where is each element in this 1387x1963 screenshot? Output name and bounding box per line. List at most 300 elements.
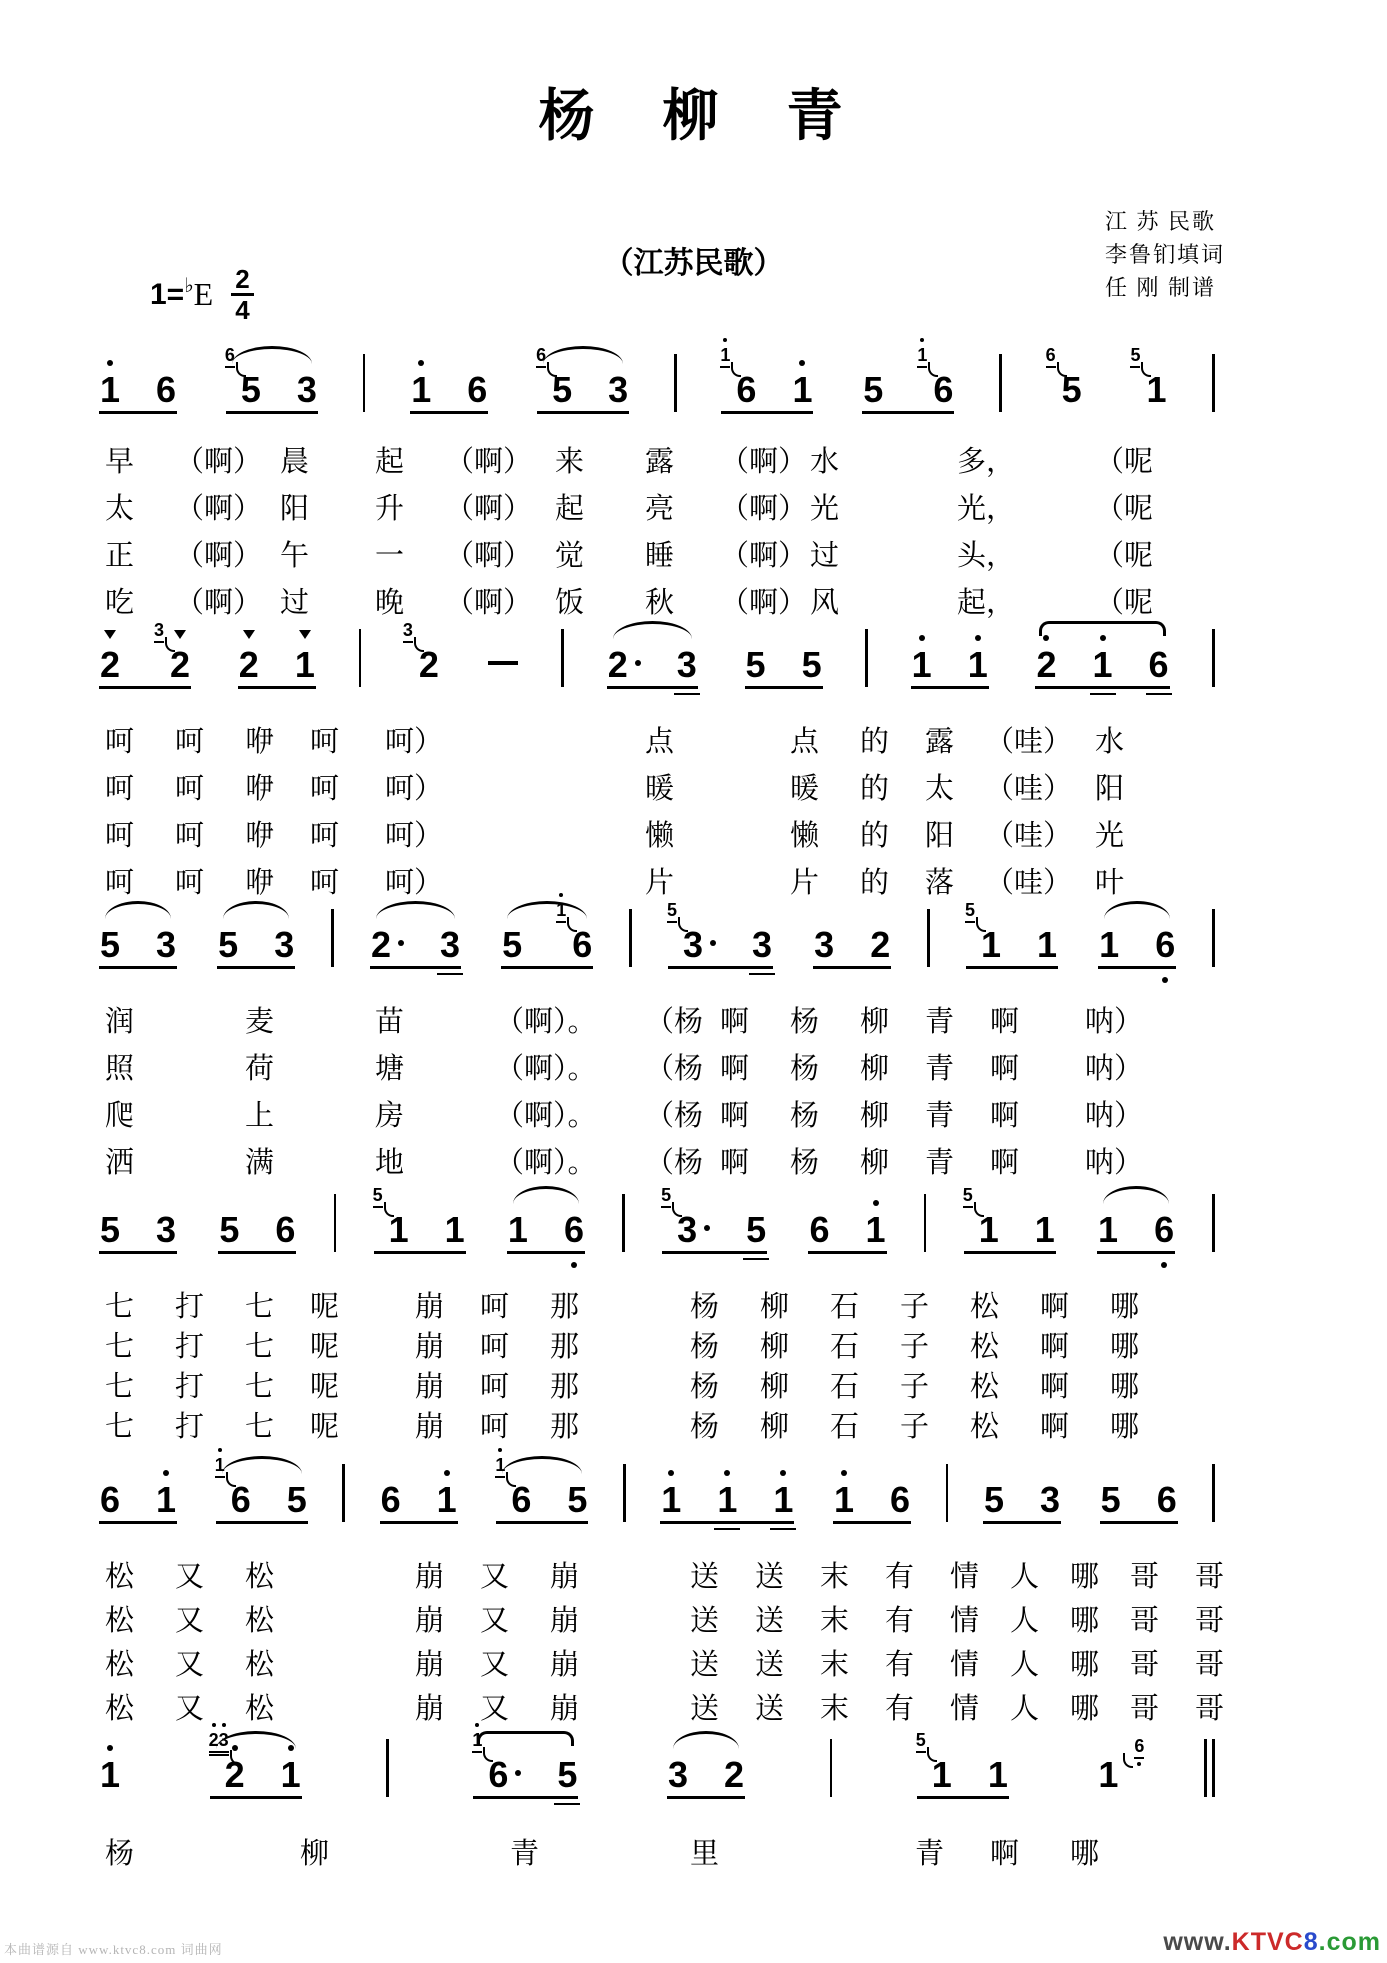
note-group (95, 1454, 181, 1532)
lyric-syllable: 晚 (375, 587, 405, 619)
lyric-syllable: 吃 (105, 587, 135, 619)
lyric-syllable: 松 (105, 1605, 135, 1637)
note-group (406, 344, 492, 422)
note-digit: 6 (156, 369, 177, 410)
note (156, 924, 177, 965)
lyric-syllable: 啊 (1040, 1331, 1070, 1363)
note (668, 1754, 689, 1795)
grace-digit: 6 (536, 345, 547, 365)
grace-digit: 3 (219, 1731, 229, 1750)
octave-dot-icon (873, 1200, 879, 1206)
grace-hook-icon (506, 1472, 516, 1487)
grace-digits (667, 901, 677, 923)
note (1098, 1209, 1119, 1250)
grace-hook-icon (927, 1747, 937, 1762)
lyric-syllable: 送 (690, 1649, 720, 1681)
note-digit: 3 (274, 924, 295, 965)
grace-hook-icon (1057, 362, 1067, 377)
barline (999, 354, 1002, 412)
note-digit: 6 (1155, 924, 1176, 965)
note-digit: 6 (890, 1479, 911, 1520)
grace-note (917, 346, 938, 368)
note (667, 900, 716, 965)
lyric-syllable: 哪 (1110, 1411, 1140, 1443)
lyric-syllable: 青 (915, 1838, 945, 1870)
note-digit: 5 (218, 924, 239, 965)
note (863, 369, 884, 410)
lyric-syllable: 打 (175, 1371, 205, 1403)
note-group (1127, 344, 1171, 422)
note-group (400, 619, 444, 697)
note-digit: 5 (240, 369, 261, 410)
note (661, 1185, 710, 1250)
lyric-syllable: 阳 (1095, 773, 1125, 805)
barline (1212, 629, 1215, 687)
note-group (497, 899, 597, 977)
note-group (979, 1454, 1065, 1532)
lyric-syllable: 咿 (245, 867, 275, 899)
lyric-syllable: 七 (245, 1331, 275, 1363)
note-group (533, 344, 633, 422)
grace-hook-icon (678, 917, 688, 932)
grace-note (472, 1731, 493, 1753)
lyric-syllable: 送 (755, 1561, 785, 1593)
lyric-syllable: 情 (950, 1649, 980, 1681)
grace-digit: 1 (556, 901, 566, 920)
note (1034, 1209, 1055, 1250)
note (717, 1479, 738, 1520)
lyric-syllable: 的 (860, 773, 890, 805)
lyric-syllable: 打 (175, 1411, 205, 1443)
lyric-syllable: 啊 (990, 1053, 1020, 1085)
barline (946, 1464, 949, 1522)
lyric-syllable: 过 (810, 540, 840, 572)
grace-digit: 5 (661, 1185, 672, 1205)
lyric-syllable: 呵） (385, 773, 444, 805)
key-signature (150, 266, 254, 323)
note-digit: 1 (507, 1209, 528, 1250)
lyric-syllable: 崩 (415, 1605, 445, 1637)
lyric-syllable: 啊 (1040, 1291, 1070, 1323)
lyric-syllable: 石 (830, 1291, 860, 1323)
note-group (1031, 619, 1173, 697)
lyric-syllable: 咿 (245, 820, 275, 852)
octave-dot-icon (723, 338, 727, 342)
lyric-syllable: 塘 (375, 1053, 405, 1085)
lyric-syllable: 柳 (300, 1838, 330, 1870)
note-digit: 1 (1099, 924, 1120, 965)
watermark-logo-part: 8 (1303, 1928, 1319, 1956)
lyric-syllable: （啊）。 (495, 1053, 597, 1085)
grace-digit: 6 (1134, 1737, 1144, 1756)
octave-dot-icon (212, 1723, 216, 1727)
grace-hook-icon (974, 1202, 984, 1217)
key-prefix: 1= (150, 277, 185, 311)
grace-hook-icon (567, 917, 577, 932)
lyric-syllable: 片 (790, 867, 820, 899)
grace-digits (403, 621, 413, 643)
note-group (603, 619, 702, 697)
lyric-syllable: 子 (900, 1291, 930, 1323)
note-digit: 1 (294, 644, 315, 685)
note-group (960, 1184, 1060, 1262)
lyric-syllable: 啊 (720, 1053, 750, 1085)
note-digit: 5 (502, 924, 523, 965)
note-digit: 3 (156, 1209, 177, 1250)
lyric-syllable: 打 (175, 1291, 205, 1323)
grace-note (963, 1186, 984, 1208)
note (156, 369, 177, 410)
note-group (469, 1729, 582, 1807)
lyric-syllable: 房 (375, 1100, 405, 1132)
grace-note (215, 1456, 236, 1478)
lyric-syllable: 爬 (105, 1100, 135, 1132)
lyric-syllable: 哪 (1070, 1649, 1100, 1681)
note-digit: 2 (870, 924, 891, 965)
watermark-source-text: 本曲谱源自 www.ktvc8.com 词曲网 (4, 1942, 223, 1957)
note-digit: 3 (676, 644, 697, 685)
note-digit: 2 (238, 644, 259, 685)
note (556, 900, 593, 965)
note (676, 644, 697, 685)
lyric-syllable: 哥 (1195, 1605, 1225, 1637)
lyric-syllable: 人 (1010, 1649, 1040, 1681)
accent-icon (299, 630, 311, 639)
note-digit: 2 (371, 924, 392, 965)
lyric-syllable: （啊） (445, 540, 533, 572)
grace-note (225, 346, 246, 368)
note-digit: 1 (100, 1754, 121, 1795)
note-digit: 1 (444, 1209, 465, 1250)
lyric-syllable: 松 (245, 1605, 275, 1637)
grace-digit: 5 (915, 1730, 926, 1750)
note (814, 924, 835, 965)
note (801, 644, 822, 685)
grace-hook-icon (928, 362, 938, 377)
barline (331, 909, 334, 967)
lyric-syllable: 太 (105, 493, 135, 525)
note (208, 1730, 245, 1795)
barline (359, 629, 362, 687)
note-group (741, 619, 827, 697)
lyric-syllable: 松 (105, 1649, 135, 1681)
lyric-syllable: 又 (175, 1605, 205, 1637)
grace-digits (965, 901, 975, 923)
note-digit: 3 (814, 924, 835, 965)
lyric-syllable: 崩 (550, 1561, 580, 1593)
lyric-syllable: 杨 (690, 1331, 720, 1363)
note (380, 1479, 401, 1520)
lyric-syllable: 哥 (1195, 1649, 1225, 1681)
note (100, 924, 121, 965)
note (371, 924, 404, 965)
grace-hook-icon (226, 1472, 236, 1487)
barline (1212, 354, 1215, 412)
note-group (858, 344, 958, 422)
note (507, 1209, 528, 1250)
grace-note (556, 901, 577, 923)
octave-dot-icon (919, 635, 925, 641)
lyric-syllable: 呢 (310, 1411, 340, 1443)
lyric-syllable: 又 (480, 1561, 510, 1593)
note (1045, 345, 1082, 410)
lyric-syllable: 杨 (690, 1411, 720, 1443)
grace-digits (225, 346, 235, 368)
barline (334, 1194, 337, 1252)
note-digit: 1 (834, 1479, 855, 1520)
lyric-syllable: 哪 (1110, 1291, 1140, 1323)
lyric-syllable: 呐） (1085, 1006, 1144, 1038)
lyric-syllable: 青 (925, 1053, 955, 1085)
lyric-syllable: 杨 (790, 1053, 820, 1085)
note-group (658, 1184, 771, 1262)
song-title: 杨 柳 青 (538, 86, 849, 148)
note-group (1096, 1454, 1182, 1532)
barline (342, 1464, 345, 1522)
note-digit: 6 (275, 1209, 296, 1250)
lyric-syllable: （杨 (645, 1006, 704, 1038)
note (286, 1479, 307, 1520)
lyric-syllable: 露 (925, 726, 955, 758)
grace-hook-icon (1123, 1753, 1133, 1768)
note-digit: 1 (978, 1209, 999, 1250)
octave-dot-icon (780, 1470, 786, 1476)
note-digit: 6 (380, 1479, 401, 1520)
grace-digits (916, 1731, 926, 1753)
barline (865, 629, 868, 687)
note-digit: 1 (911, 644, 932, 685)
note-group (95, 1184, 181, 1262)
lyric-syllable: 七 (105, 1411, 135, 1443)
note (745, 644, 766, 685)
note (411, 369, 432, 410)
lyric-syllable: （啊） (720, 446, 808, 478)
lyric-syllable: （杨 (645, 1147, 704, 1179)
lyric-syllable: 哥 (1130, 1693, 1160, 1725)
note-group (1093, 1729, 1145, 1807)
lyric-syllable: 哥 (1195, 1693, 1225, 1725)
lyric-syllable: 呵 (480, 1331, 510, 1363)
lyric-syllable: 洒 (105, 1147, 135, 1179)
note-digit: 2 (1036, 644, 1057, 685)
note (495, 1455, 532, 1520)
lyric-syllable: 松 (245, 1693, 275, 1725)
note-group (95, 899, 181, 977)
lyric-syllable: 上 (245, 1100, 275, 1132)
grace-note (661, 1186, 682, 1208)
lyric-syllable: （杨 (645, 1100, 704, 1132)
note-digit: 1 (967, 644, 988, 685)
lyric-syllable: 呐） (1085, 1100, 1144, 1132)
augmentation-dot-icon (710, 940, 716, 946)
grace-digit: 5 (372, 1185, 383, 1205)
lyric-syllable: 崩 (550, 1693, 580, 1725)
lyric-syllable: 柳 (760, 1291, 790, 1323)
lyric-syllable: 子 (900, 1411, 930, 1443)
grace-digits (536, 346, 546, 368)
note-digit: 1 (280, 1754, 301, 1795)
note (746, 1209, 767, 1250)
barline (1212, 909, 1215, 967)
barline-stroke (1212, 1739, 1215, 1797)
credit-line: 任 刚 制谱 (1104, 275, 1216, 300)
octave-dot-icon (107, 1745, 113, 1751)
lyric-syllable: 麦 (245, 1006, 275, 1038)
note-group (222, 344, 322, 422)
grace-hook-icon (483, 1747, 493, 1762)
meter-numerator: 2 (231, 266, 253, 296)
grace-hook-icon (1141, 362, 1151, 377)
note (890, 1479, 911, 1520)
lyric-syllable: 杨 (690, 1371, 720, 1403)
lyric-syllable: 崩 (415, 1649, 445, 1681)
credit-line: 江 苏 民歌 (1104, 209, 1216, 234)
lyric-syllable: 片 (645, 867, 675, 899)
grace-hook-icon (414, 637, 424, 652)
lyric-syllable: 柳 (760, 1371, 790, 1403)
lyric-syllable: 呵 (310, 867, 340, 899)
lyric-syllable: 哪 (1070, 1561, 1100, 1593)
grace-digits (661, 1186, 671, 1208)
lyric-syllable: 呵 (175, 773, 205, 805)
lyric-syllable: 呵 (310, 773, 340, 805)
lyric-syllable: 呢 (310, 1371, 340, 1403)
note-digit: 1 (156, 1479, 177, 1520)
note (444, 1209, 465, 1250)
note-group (95, 1729, 125, 1807)
lyric-syllable: 柳 (860, 1100, 890, 1132)
lyric-syllable: 子 (900, 1371, 930, 1403)
note (440, 924, 461, 965)
final-barline (1204, 1739, 1215, 1797)
note (962, 1185, 999, 1250)
lyric-syllable: 呐） (1085, 1053, 1144, 1085)
lyric-syllable: （哇） (985, 726, 1073, 758)
note (275, 1209, 296, 1250)
lyric-syllable: 有 (885, 1605, 915, 1637)
note-digit: 6 (809, 1209, 830, 1250)
lyric-syllable: 呵 (310, 726, 340, 758)
lyric-syllable: 末 (820, 1605, 850, 1637)
lyric-syllable: 起， (957, 587, 1016, 619)
lyric-syllable: 亮 (645, 493, 675, 525)
lyric-syllable: 崩 (550, 1605, 580, 1637)
note (219, 1209, 240, 1250)
lyric-syllable: （啊） (445, 493, 533, 525)
lyric-syllable: 呵 (105, 867, 135, 899)
lyric-syllable: 崩 (415, 1693, 445, 1725)
lyric-syllable: 呵 (105, 773, 135, 805)
credits (1105, 205, 1225, 304)
note-digit: 2 (100, 644, 121, 685)
lyric-syllable: 光 (810, 493, 840, 525)
grace-note (154, 621, 175, 643)
lyric-syllable: 七 (245, 1291, 275, 1323)
note-group (376, 1454, 462, 1532)
note (100, 1754, 121, 1795)
note-digit: 6 (230, 1479, 251, 1520)
note (218, 924, 239, 965)
note-group (1043, 344, 1087, 422)
lyric-syllable: 正 (105, 540, 135, 572)
note-digit: 2 (607, 644, 628, 685)
lyric-syllable: 呵 (105, 820, 135, 852)
lyric-syllable: （啊）。 (495, 1100, 597, 1132)
lyric-syllable: 柳 (860, 1147, 890, 1179)
grace-digit: 1 (472, 1731, 482, 1750)
lyric-syllable: 柳 (760, 1331, 790, 1363)
grace-digits (963, 1186, 973, 1208)
lyric-syllable: 松 (245, 1649, 275, 1681)
note (1155, 924, 1176, 965)
lyric-syllable: 水 (810, 446, 840, 478)
grace-digits (209, 1731, 229, 1756)
augmentation-dot-icon (398, 940, 404, 946)
note-digit: 5 (746, 1209, 767, 1250)
lyric-syllable: 末 (820, 1693, 850, 1725)
lyric-syllable: 哪 (1110, 1331, 1140, 1363)
octave-dot-icon (668, 1470, 674, 1476)
note-digit: 6 (563, 1209, 584, 1250)
lyric-syllable: 啊 (720, 1147, 750, 1179)
lyric-syllable: 那 (550, 1291, 580, 1323)
grace-note (373, 1186, 394, 1208)
note (607, 644, 641, 685)
note-group (809, 899, 895, 977)
barline (830, 1739, 833, 1797)
lyric-syllable: 啊 (1040, 1371, 1070, 1403)
lyric-syllable: 崩 (415, 1561, 445, 1593)
note-digit: 2 (724, 1754, 745, 1795)
lyric-syllable: 呵） (385, 867, 444, 899)
note-group (213, 899, 299, 977)
note (1099, 924, 1120, 965)
lyric-syllable: 呵 (480, 1371, 510, 1403)
lyric-syllable: 晨 (280, 446, 310, 478)
note (280, 1754, 301, 1795)
note-digit: 2 (170, 644, 191, 685)
lyric-syllable: 咿 (245, 773, 275, 805)
lyric-syllable: （啊） (175, 540, 263, 572)
grace-note (667, 901, 688, 923)
lyric-syllable: 青 (510, 1838, 540, 1870)
lyric-syllable: 杨 (790, 1147, 820, 1179)
lyric-syllable: 润 (105, 1006, 135, 1038)
lyric-syllable: 送 (755, 1605, 785, 1637)
note-group (492, 1454, 592, 1532)
lyric-syllable: 有 (885, 1693, 915, 1725)
note-digit: 5 (1100, 1479, 1121, 1520)
note (563, 1209, 584, 1250)
note-digit: 2 (418, 644, 439, 685)
grace-note (1130, 346, 1151, 368)
lyric-syllable: 又 (175, 1693, 205, 1725)
credit-line: 李鲁钔填词 (1104, 242, 1225, 267)
note (917, 345, 954, 410)
note-digit: 5 (567, 1479, 588, 1520)
barline (927, 909, 930, 967)
music-line (95, 1715, 1215, 1807)
note-digit: 6 (1154, 1209, 1175, 1250)
note (214, 1455, 251, 1520)
lyric-syllable: 杨 (690, 1291, 720, 1323)
meter-denominator: 4 (235, 295, 250, 325)
octave-dot-icon (1162, 977, 1168, 983)
lyric-syllable: 睡 (645, 540, 675, 572)
lyric-syllable: 啊 (720, 1100, 750, 1132)
octave-dot-icon (799, 360, 805, 366)
octave-dot-icon (475, 1723, 479, 1727)
